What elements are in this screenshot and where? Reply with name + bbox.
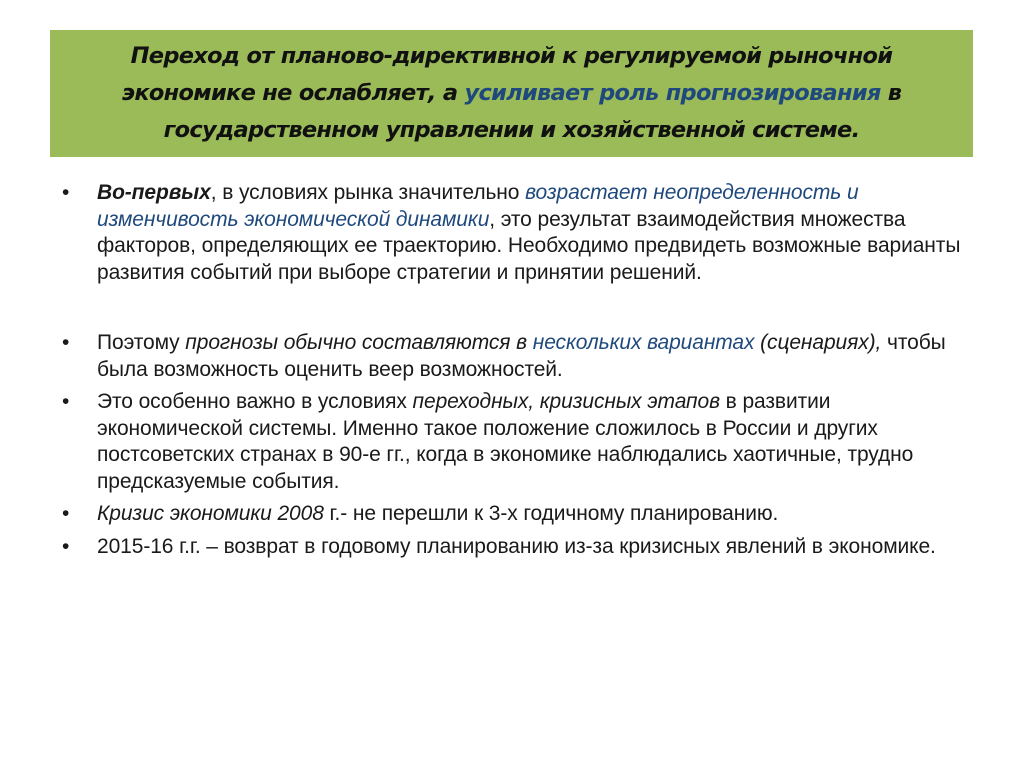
- bullet-text: г.- не перешли к 3-х годичному планированию.: [323, 502, 779, 525]
- bullet-lead: Во-первых: [97, 181, 211, 204]
- bullet-item-1: [62, 180, 982, 286]
- bullet-icon: •: [62, 181, 70, 204]
- bullet-item-5: [62, 534, 982, 561]
- bullet-italic: (сценариях),: [754, 331, 882, 354]
- bullet-icon: •: [62, 331, 70, 354]
- bullet-emphasis: нескольких вариантах: [532, 331, 755, 354]
- bullet-icon: •: [62, 390, 70, 413]
- title-banner: [50, 30, 973, 157]
- title-part-1: Переход от планово-директивной к регулируемой рыночной экономике не ослабляет, а: [121, 43, 893, 106]
- bullet-text: Поэтому: [97, 331, 186, 354]
- bullet-text: чтобы была возможность оценить веер возможностей.: [97, 331, 946, 381]
- bullet-emphasis: возрастает неопределенность и изменчивость экономической динамики: [97, 181, 859, 231]
- title-part-2: в государственном управлении и хозяйственной системе.: [163, 80, 902, 143]
- bullet-italic: Кризис экономики 2008: [97, 502, 324, 525]
- bullet-list: [62, 180, 982, 560]
- bullet-item-4: [62, 501, 982, 528]
- bullet-text: , это результат взаимодействия множества факторов, определяющих ее траекторию. Необходимо предвидеть возможные варианты развития событий при выборе стратегии и принятии решений.: [97, 207, 961, 284]
- bullet-item-3: [62, 389, 982, 495]
- bullet-icon: •: [62, 534, 70, 558]
- bullet-item-2: [62, 330, 982, 383]
- bullet-italic: переходных, кризисных этапов: [412, 390, 720, 413]
- bullet-text: , в условиях рынка значительно: [210, 181, 526, 204]
- bullet-icon: •: [62, 502, 70, 525]
- title-highlight: усиливает роль прогнозирования: [464, 80, 881, 106]
- bullet-italic: прогнозы обычно составляются в: [185, 331, 533, 354]
- slide-title: [70, 38, 953, 149]
- bullet-text: Это особенно важно в условиях: [97, 390, 413, 413]
- bullet-text: 2015-16 г.г. – возврат в годовому планированию из-за кризисных явлений в экономике.: [97, 534, 936, 558]
- bullet-text: в развитии экономической системы. Именно такое положение сложилось в России и других постсоветских странах в 90-е гг., когда в экономике наблюдались хаотичные, трудно предсказуемые события.: [97, 390, 914, 493]
